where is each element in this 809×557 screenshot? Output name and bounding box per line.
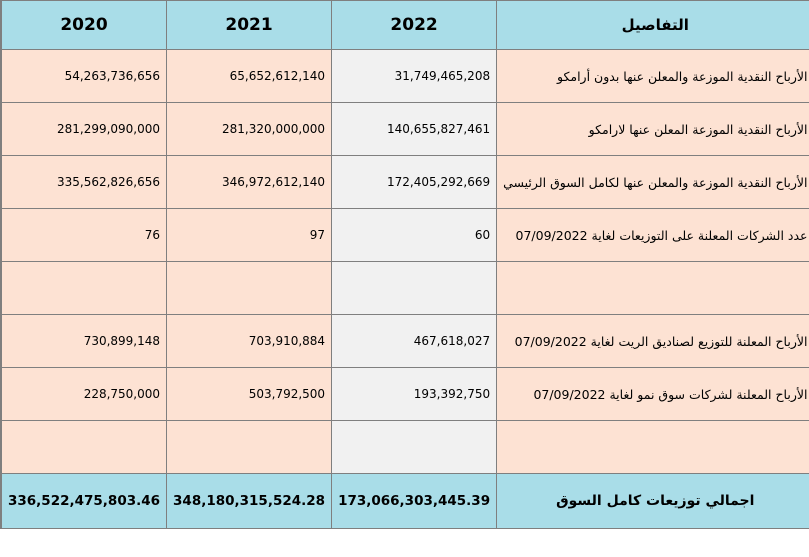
row-label [497,421,809,474]
cell-2022: 193,392,750 [332,368,497,421]
header-2021: 2021 [167,1,332,50]
header-2020: 2020 [2,1,167,50]
cell-2022 [332,421,497,474]
cell-2021 [167,421,332,474]
table-row [1,421,809,474]
total-label: اجمالي توزيعات كامل السوق [497,474,809,529]
cell-2021 [167,262,332,315]
table-row [1,368,809,421]
total-2020: 336,522,475,803.46 [2,474,167,529]
cell-2021: 65,652,612,140 [167,50,332,103]
cell-2022: 31,749,465,208 [332,50,497,103]
table-row [1,315,809,368]
cell-2021: 503,792,500 [167,368,332,421]
row-label [497,262,809,315]
cell-2021: 281,320,000,000 [167,103,332,156]
cell-2021: 703,910,884 [167,315,332,368]
table-row [1,262,809,315]
cell-2020 [2,262,167,315]
cell-2021: 346,972,612,140 [167,156,332,209]
cell-2020: 281,299,090,000 [2,103,167,156]
header-2022: 2022 [332,1,497,50]
header-details: التفاصيل [497,1,809,50]
total-2022: 173,066,303,445.39 [332,474,497,529]
cell-2022: 60 [332,209,497,262]
cell-2021: 97 [167,209,332,262]
row-label: الأرباح المعلنة لشركات سوق نمو لغاية 07/09/2022 [497,368,809,421]
row-label: الأرباح النقدية الموزعة والمعلن عنها بدون أرامكو [497,50,809,103]
cell-2020 [2,421,167,474]
total-2021: 348,180,315,524.28 [167,474,332,529]
cell-2022: 467,618,027 [332,315,497,368]
cell-2022 [332,262,497,315]
cell-2022: 172,405,292,669 [332,156,497,209]
cell-2020: 76 [2,209,167,262]
cell-2020: 228,750,000 [2,368,167,421]
row-label: الأرباح النقدية الموزعة والمعلن عنها لكامل السوق الرئيسي [497,156,809,209]
table-row [1,50,809,103]
cell-2020: 335,562,826,656 [2,156,167,209]
header-row [1,1,809,50]
row-label: الأرباح النقدية الموزعة المعلن عنها لارامكو [497,103,809,156]
cell-2022: 140,655,827,461 [332,103,497,156]
cell-2020: 730,899,148 [2,315,167,368]
total-row [1,474,809,529]
cell-2020: 54,263,736,656 [2,50,167,103]
table-row [1,209,809,262]
row-label: عدد الشركات المعلنة على التوزيعات لغاية 07/09/2022 [497,209,809,262]
table-row [1,103,809,156]
table-row [1,156,809,209]
row-label: الأرباح المعلنة للتوزيع لصناديق الريت لغاية 07/09/2022 [497,315,809,368]
